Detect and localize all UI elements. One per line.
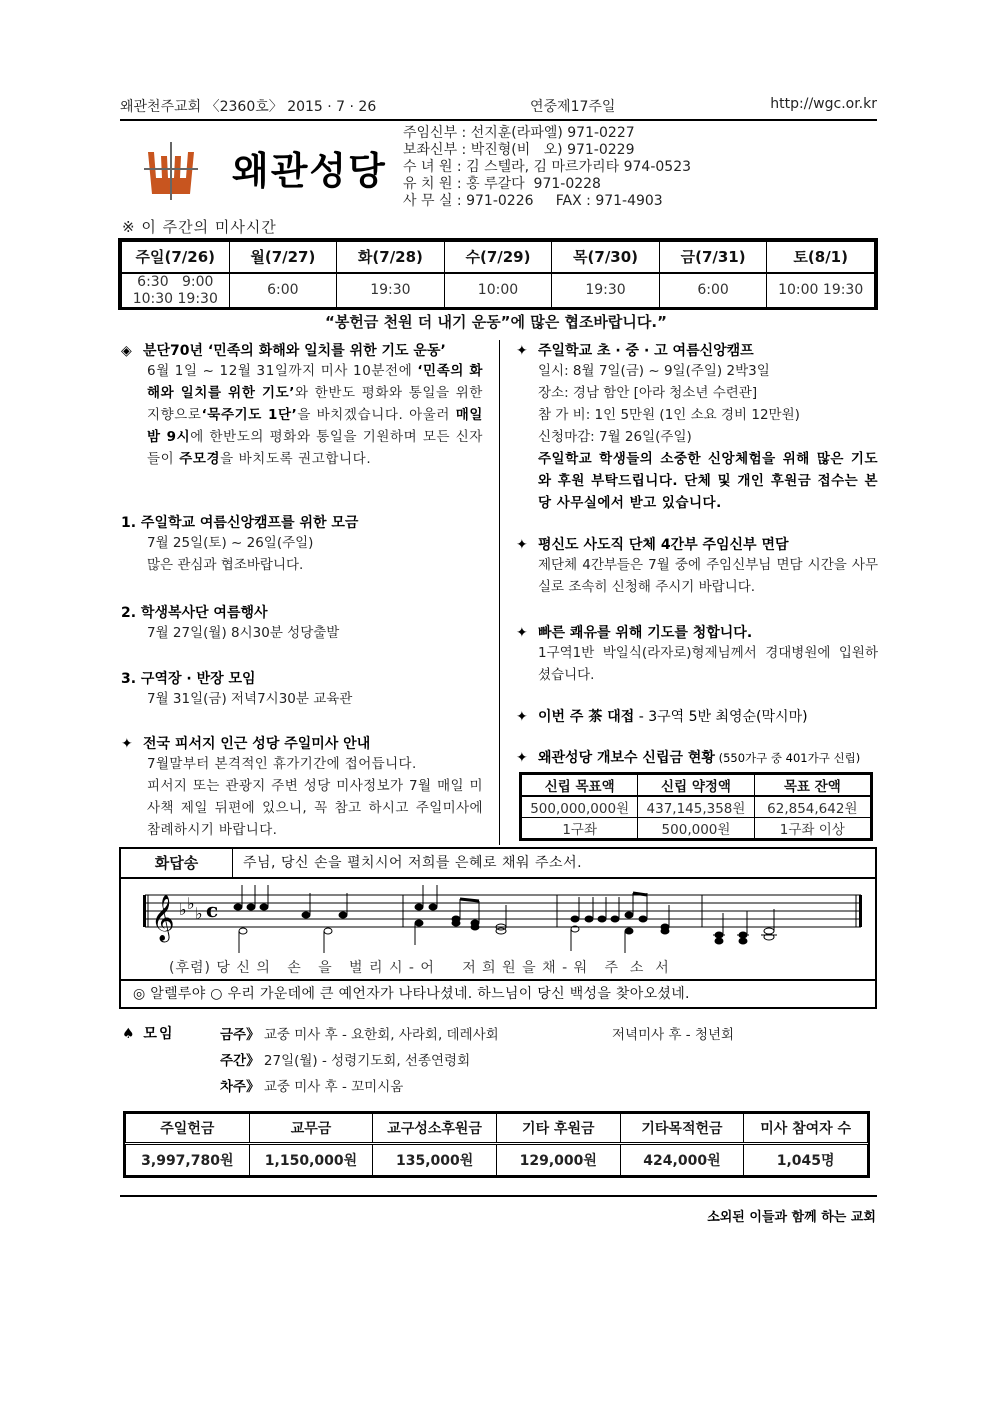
meeting-aside: 저녁미사 후 - 청년회 xyxy=(612,1027,735,1043)
star-bullet-icon: ✦ xyxy=(121,736,133,752)
svg-text:♭: ♭ xyxy=(187,894,195,913)
meeting-row: 차주》 교중 미사 후 - 꼬미시움 xyxy=(220,1079,404,1095)
renovation-fund-table: 신립 목표액 신립 약정액 목표 잔액 500,000,000원 437,145,358원 62,854,642원 1구좌 500,000원 1구좌 이상 xyxy=(519,772,873,841)
header-rule xyxy=(120,119,877,121)
renovation-fund-heading: ✦ 왜관성당 개보수 신립금 현황 (550가구 중 401가구 신립) xyxy=(516,750,861,766)
staff-contacts xyxy=(403,125,691,210)
schedule-time: 19:30 xyxy=(552,273,660,309)
notice-body: 6월 1일 ~ 12월 31일까지 미사 10분전에 ‘민족의 화해와 일치를 위한 기도’와 한반도 평화와 통일을 위한 지향으로‘묵주기도 1단’을 바치겠습니다. 아울러 매일 밤 9시에 한반도의 평화와 통일을 기원하며 모든 신자들이 주모경을 바치도록 권고합니다. xyxy=(147,363,484,467)
staff-row: 사 무 실 : 971-0226 FAX : 971-4903 xyxy=(403,193,663,209)
star-bullet-icon: ✦ xyxy=(516,343,528,359)
svg-text:♭: ♭ xyxy=(179,900,187,919)
svg-text:♭: ♭ xyxy=(195,904,203,923)
offerings-table: 주일헌금 교무금 교구성소후원금 기타 후원금 기타목적헌금 미사 참여자 수 3,997,780원 1,150,000원 135,000원 129,000원 424,000원 1,045명 xyxy=(123,1111,870,1178)
column-divider xyxy=(499,340,500,845)
campaign-banner: “봉헌금 천원 더 내기 운동”에 많은 협조바랍니다.” xyxy=(325,313,667,331)
alleluia-verse: ◎ 알렐루야 ○ 우리 가운데에 큰 예언자가 나타나셨네. 하느님이 당신 백성을 찾아오셨네. xyxy=(121,979,875,1007)
schedule-time: 19:30 xyxy=(337,273,445,309)
leader-interview-notice: ✦ 평신도 사도직 단체 4간부 주임신부 면담 제단체 4간부들은 7월 중에 주임신부님 면담 시간을 사무실로 조속히 신청해 주시기 바랍니다. xyxy=(516,537,878,595)
footer-rule xyxy=(120,1195,877,1197)
responsorial-psalm-box xyxy=(119,847,877,1009)
schedule-time: 10:00 19:30 xyxy=(767,273,875,309)
svg-text:c: c xyxy=(206,898,219,922)
schedule-time: 6:00 xyxy=(229,273,337,309)
website-link[interactable]: http://wgc.or.kr xyxy=(770,96,877,112)
psalm-label: 화답송 xyxy=(121,849,233,877)
schedule-time: 6:30 9:00 10:30 19:30 xyxy=(122,273,230,309)
staff-row: 수 녀 원 : 김 스텔라, 김 마르가리타 974-0523 xyxy=(403,159,692,175)
meetings-title: ♠ 모임 xyxy=(122,1026,175,1042)
schedule-day: 화(7/28) xyxy=(337,242,445,273)
notice-item-1: 1. 주일학교 여름신앙캠프를 위한 모금 7월 25일(토) ~ 26일(주일) 많은 관심과 협조바랍니다. xyxy=(121,515,359,573)
staff-row: 유 치 원 : 홍 루갈다 971-0228 xyxy=(403,176,601,192)
meeting-row: 금주》 교중 미사 후 - 요한회, 사라회, 데레사회 xyxy=(220,1027,499,1043)
staff-row: 보좌신부 : 박진형(비 오) 971-0229 xyxy=(403,142,635,158)
schedule-time: 6:00 xyxy=(659,273,767,309)
liturgical-week: 연중제17주일 xyxy=(530,99,616,115)
svg-text:𝄞: 𝄞 xyxy=(151,895,175,941)
schedule-day: 토(8/1) xyxy=(767,242,875,273)
church-logo-icon xyxy=(142,142,200,200)
church-title: 왜관성당 xyxy=(232,149,387,193)
psalm-lyrics: (후렴) 당 신 의 손 을 벌 리 시 - 어 저 희 원 을 채 - 워 주 소 서 xyxy=(169,960,670,976)
schedule-day: 수(7/29) xyxy=(444,242,552,273)
notice-item-3: 3. 구역장 · 반장 모임 7월 31일(금) 저녁7시30분 교육관 xyxy=(121,671,353,707)
healing-prayer-notice: ✦ 빠른 쾌유를 위해 기도를 청합니다. 1구역1반 박일식(라자로)형제님께서 경대병원에 입원하셨습니다. xyxy=(516,625,878,683)
schedule-day: 목(7/30) xyxy=(552,242,660,273)
schedule-day: 주일(7/26) xyxy=(122,242,230,273)
summer-camp-notice: ✦ 주일학교 초 · 중 · 고 여름신앙캠프 일시: 8월 7일(금) ~ 9일(주일) 2박3일 장소: 경남 함안 [아라 청소년 수련관] 참 가 비: 1인 5만원 (1인 소요 경비 12만원) 신청마감: 7월 26일(주일) 주일학교 학생들의 소중한 신앙체험을 위해 많은 기도와 후원 부탁드립니다. 단체 및 개인 후원금 접수는 본당 사무실에서 받고 있습니다. xyxy=(516,343,878,511)
notice-heading: ◈ 분단70년 ‘민족의 화해와 일치를 위한 기도 운동’ xyxy=(121,343,446,359)
tea-service-notice: ✦ 이번 주 茶 대접 - 3구역 5반 최영순(막시마) xyxy=(516,709,808,725)
star-bullet-icon: ✦ xyxy=(516,709,528,725)
vacation-mass-notice: ✦ 전국 피서지 인근 성당 주일미사 안내 7월말부터 본격적인 휴가기간에 접어듭니다. 피서지 또는 관광지 주변 성당 미사정보가 7월 매일 미사책 제일 뒤편에 있으니, 꼭 참고 하시고 주일미사에 참례하시기 바랍니다. xyxy=(121,736,483,838)
notice-item-2: 2. 학생복사단 여름행사 7월 27일(월) 8시30분 성당출발 xyxy=(121,605,340,641)
star-bullet-icon: ✦ xyxy=(516,750,528,766)
psalm-response: 주님, 당신 손을 펼치시어 저희를 은혜로 채워 주소서. xyxy=(243,855,583,871)
church-motto: 소외된 이들과 함께 하는 교회 xyxy=(707,1210,876,1225)
prayer-movement-notice xyxy=(121,340,483,470)
parish-issue: 왜관천주교회 〈2360호〉 2015 · 7 · 26 xyxy=(120,99,377,115)
page-header xyxy=(120,96,877,118)
star-bullet-icon: ✦ xyxy=(516,625,528,641)
schedule-day: 월(7/27) xyxy=(229,242,337,273)
schedule-time: 10:00 xyxy=(444,273,552,309)
schedule-caption: ※ 이 주간의 미사시간 xyxy=(122,218,277,236)
diamond-bullet-icon: ◈ xyxy=(121,343,132,359)
schedule-day: 금(7/31) xyxy=(659,242,767,273)
star-bullet-icon: ✦ xyxy=(516,537,528,553)
mass-schedule-table xyxy=(118,238,878,310)
meeting-row: 주간》 27일(월) - 성령기도회, 선종연령회 xyxy=(220,1053,471,1069)
staff-row: 주임신부 : 선지훈(라파엘) 971-0227 xyxy=(403,125,635,141)
